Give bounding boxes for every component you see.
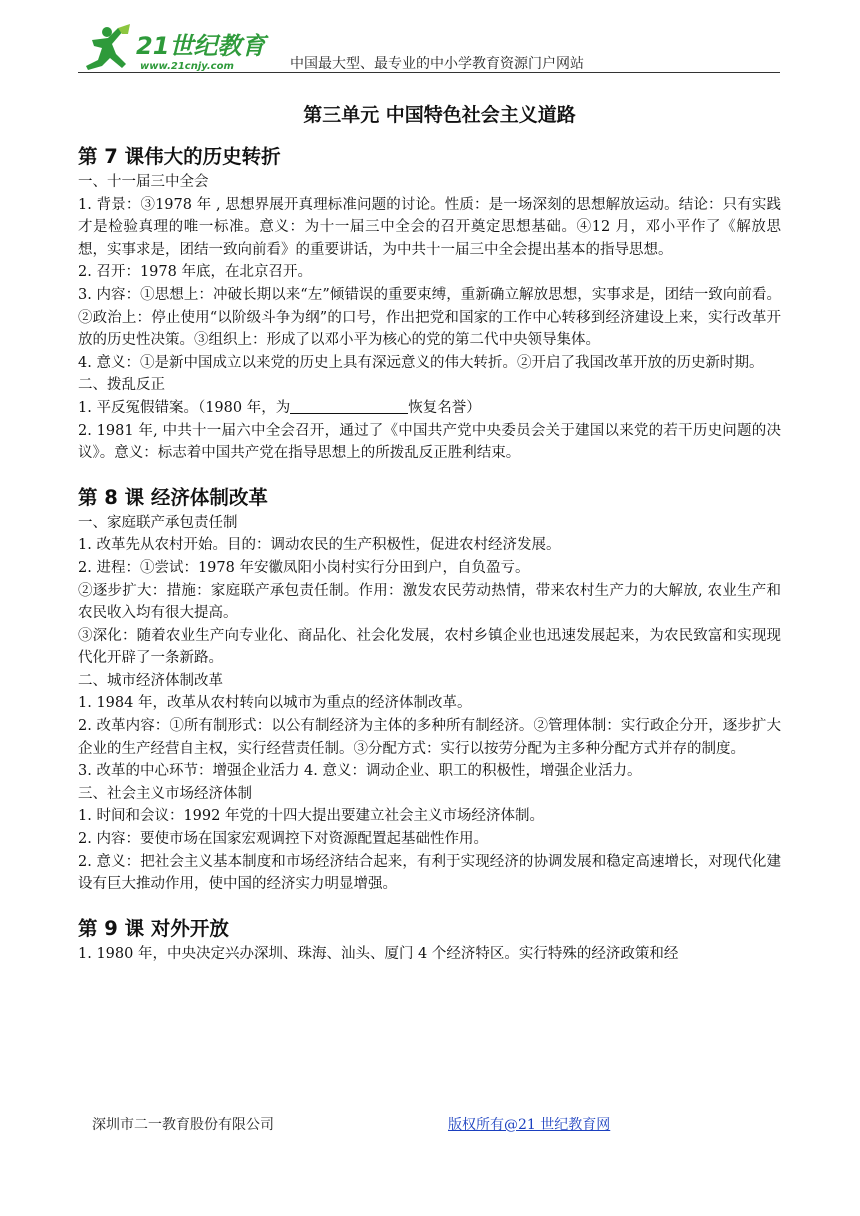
- lesson-7-paragraph: 3. 内容：①思想上：冲破长期以来“左”倾错误的重要束缚，重新确立解放思想，实事求是，团结一致向前看。②政治上：停止使用“以阶级斗争为纲”的口号，作出把党和国家的工作中心转移到经济建设上来，实行改革开放的历史性决策。③组织上：形成了以邓小平为核心的党的第二代中央领导集体。: [78, 286, 781, 349]
- redress-text-end: 恢复名誉）: [408, 399, 481, 416]
- redress-text: 1. 平反冤假错案。（1980 年，为: [78, 399, 291, 416]
- lesson-7-heading-1: 一、十一届三中全会: [78, 174, 209, 190]
- lesson-8-paragraph: 3. 改革的中心环节：增强企业活力 4. 意义：调动企业、职工的积极性，增强企业活力。: [78, 763, 642, 780]
- lesson-7-title: 第 7 课伟大的历史转折: [78, 145, 281, 168]
- logo-wordmark: 21世纪教育: [136, 32, 266, 60]
- lesson-8-paragraph: 1. 1984 年，改革从农村转向以城市为重点的经济体制改革。: [78, 695, 472, 712]
- lesson-8-paragraph: 1. 改革先从农村开始。目的：调动农民的生产积极性，促进农村经济发展。: [78, 537, 561, 554]
- footer-company: 深圳市二一教育股份有限公司: [92, 1117, 274, 1133]
- lesson-8-heading-2: 二、城市经济体制改革: [78, 672, 223, 689]
- lesson-8-heading-1: 一、家庭联产承包责任制: [78, 514, 238, 531]
- page-header: [78, 24, 780, 76]
- lesson-7-paragraph: 1. 背景：③1978 年 , 思想界展开真理标准问题的讨论。性质：是一场深刻的思想解放运动。结论：只有实践才是检验真理的唯一标准。意义：为十一届三中全会的召开奠定思想基础。④12 月，邓小平作了《解放思想，实事求是，团结一致向前看》的重要讲话，为中共十一届三中全会提出基本的指导思想。: [78, 196, 781, 258]
- fill-in-blank: [290, 399, 408, 414]
- lesson-8-paragraph: 1. 时间和会议：1992 年党的十四大提出要建立社会主义市场经济体制。: [78, 808, 544, 825]
- footer-copyright-link[interactable]: 版权所有@21 世纪教育网: [448, 1117, 611, 1133]
- header-tagline: 中国最大型、最专业的中小学教育资源门户网站: [290, 56, 584, 72]
- lesson-7-paragraph: 2. 1981 年, 中共十一届六中全会召开，通过了《中国共产党中央委员会关于建国以来党的若干历史问题的决议》。意义：标志着中国共产党在指导思想上的所拨乱反正胜利结束。: [78, 422, 781, 462]
- lesson-8-paragraph: 2. 意义：把社会主义基本制度和市场经济结合起来，有利于实现经济的协调发展和稳定高速增长，对现代化建设有巨大推动作用，使中国的经济实力明显增强。: [78, 853, 781, 893]
- document-body: [78, 100, 781, 965]
- runner-icon: [86, 24, 130, 70]
- lesson-9-title: 第 9 课 对外开放: [78, 916, 229, 940]
- logo-url: www.21cnjy.com: [140, 61, 234, 72]
- site-logo: [78, 24, 288, 76]
- header-divider: [78, 72, 780, 73]
- lesson-7-paragraph: 4. 意义：①是新中国成立以来党的历史上具有深远意义的伟大转折。②开启了我国改革开放的历史新时期。: [78, 354, 764, 371]
- unit-title: 第三单元 中国特色社会主义道路: [303, 104, 576, 126]
- lesson-8-title: 第 8 课 经济体制改革: [78, 485, 268, 509]
- lesson-8-paragraph: ③深化：随着农业生产向专业化、商品化、社会化发展，农村乡镇企业也迅速发展起来，为农民致富和实现现代化开辟了一条新路。: [78, 627, 781, 667]
- lesson-8-paragraph: 2. 进程：①尝试：1978 年安徽凤阳小岗村实行分田到户，自负盈亏。: [78, 559, 530, 576]
- lesson-7-heading-2: 二、拨乱反正: [78, 377, 165, 394]
- lesson-7-section: [78, 143, 781, 465]
- lesson-8-paragraph: 2. 改革内容：①所有制形式：以公有制经济为主体的多种所有制经济。②管理体制：实行政企分开，逐步扩大企业的生产经营自主权，实行经营责任制。③分配方式：实行以按劳分配为主多种分配方式并存的制度。: [78, 718, 781, 757]
- lesson-8-paragraph: ②逐步扩大：措施：家庭联产承包责任制。作用：激发农民劳动热情，带来农村生产力的大解放, 农业生产和农民收入均有很大提高。: [78, 582, 781, 622]
- lesson-7-paragraph: 2. 召开：1978 年底，在北京召开。: [78, 264, 312, 281]
- lesson-8-paragraph: 2. 内容：要使市场在国家宏观调控下对资源配置起基础性作用。: [78, 831, 488, 848]
- redress-line: [78, 397, 781, 420]
- lesson-8-section: [78, 484, 781, 896]
- lesson-9-section: [78, 915, 781, 966]
- lesson-8-heading-3: 三、社会主义市场经济体制: [78, 785, 252, 802]
- page-footer: [92, 1114, 792, 1134]
- lesson-9-paragraph: 1. 1980 年，中央决定兴办深圳、珠海、汕头、厦门 4 个经济特区。实行特殊的经济政策和经: [78, 945, 679, 962]
